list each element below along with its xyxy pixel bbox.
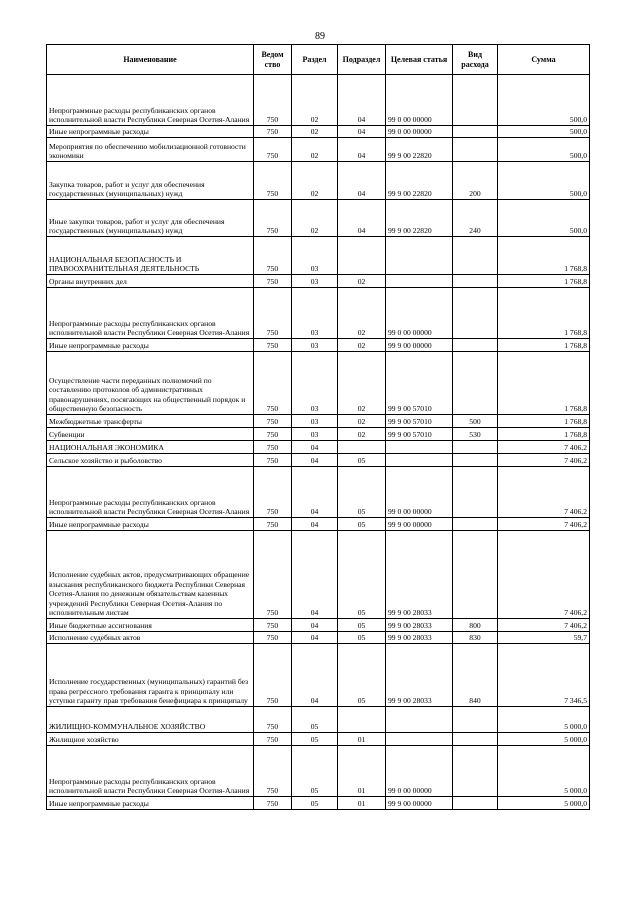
cell-kind — [453, 531, 498, 619]
cell-subsection — [338, 237, 386, 275]
cell-target: 99 9 00 28033 — [386, 619, 453, 632]
cell-dept: 750 — [254, 467, 292, 518]
cell-sum: 1 768,8 — [498, 237, 590, 275]
cell-name: ЖИЛИЩНО-КОММУНАЛЬНОЕ ХОЗЯЙСТВО — [47, 707, 254, 733]
table-row — [47, 237, 590, 275]
cell-section: 02 — [292, 75, 338, 126]
cell-kind — [453, 467, 498, 518]
table-row — [47, 797, 590, 810]
cell-name: Осуществление части переданных полномочий по составлению протоколов об административных правонарушениях, посягающих на общественный порядок и общественную безопасность — [47, 352, 254, 415]
cell-kind: 500 — [453, 415, 498, 428]
cell-dept: 750 — [254, 797, 292, 810]
table-row — [47, 746, 590, 797]
cell-dept: 750 — [254, 518, 292, 531]
cell-dept: 750 — [254, 746, 292, 797]
cell-kind: 240 — [453, 200, 498, 237]
cell-sum: 7 406,2 — [498, 518, 590, 531]
cell-name: Межбюджетные трансферты — [47, 415, 254, 428]
header-section: Раздел — [292, 45, 338, 75]
cell-subsection: 05 — [338, 644, 386, 707]
cell-section: 05 — [292, 707, 338, 733]
table-row — [47, 138, 590, 162]
cell-section: 05 — [292, 746, 338, 797]
cell-dept: 750 — [254, 288, 292, 339]
cell-dept: 750 — [254, 275, 292, 288]
cell-subsection: 02 — [338, 352, 386, 415]
cell-kind — [453, 237, 498, 275]
cell-dept: 750 — [254, 162, 292, 200]
cell-dept: 750 — [254, 707, 292, 733]
cell-name: Иные бюджетные ассигнования — [47, 619, 254, 632]
cell-name: Непрограммные расходы республиканских органов исполнительной власти Республики Северная Осетия-Алания — [47, 746, 254, 797]
cell-subsection: 01 — [338, 733, 386, 746]
cell-subsection — [338, 707, 386, 733]
table-body — [47, 75, 590, 810]
cell-name: Закупка товаров, работ и услуг для обеспечения государственных (муниципальных) нужд — [47, 162, 254, 200]
cell-sum: 5 000,0 — [498, 707, 590, 733]
cell-kind — [453, 746, 498, 797]
cell-dept: 750 — [254, 339, 292, 352]
cell-sum: 1 768,8 — [498, 288, 590, 339]
table-row — [47, 288, 590, 339]
cell-sum: 1 768,8 — [498, 275, 590, 288]
cell-name: НАЦИОНАЛЬНАЯ ЭКОНОМИКА — [47, 441, 254, 454]
table-row — [47, 441, 590, 454]
table-row — [47, 467, 590, 518]
cell-section: 04 — [292, 531, 338, 619]
header-kind: Вид расхода — [453, 45, 498, 75]
cell-subsection: 05 — [338, 619, 386, 632]
cell-dept: 750 — [254, 619, 292, 632]
cell-sum: 1 768,8 — [498, 428, 590, 441]
cell-target: 99 9 00 28033 — [386, 531, 453, 619]
cell-target — [386, 275, 453, 288]
cell-subsection: 04 — [338, 75, 386, 126]
cell-dept: 750 — [254, 531, 292, 619]
cell-section: 03 — [292, 275, 338, 288]
cell-kind — [453, 138, 498, 162]
cell-target: 99 9 00 00000 — [386, 518, 453, 531]
cell-target: 99 9 00 28033 — [386, 644, 453, 707]
cell-target: 99 9 00 57010 — [386, 352, 453, 415]
cell-sum: 5 000,0 — [498, 733, 590, 746]
cell-name: Иные непрограммные расходы — [47, 797, 254, 810]
cell-target — [386, 454, 453, 467]
cell-target: 99 9 00 00000 — [386, 797, 453, 810]
table-row — [47, 644, 590, 707]
table-row — [47, 428, 590, 441]
cell-target: 99 9 00 00000 — [386, 339, 453, 352]
cell-section: 03 — [292, 428, 338, 441]
cell-section: 04 — [292, 644, 338, 707]
cell-name: Субвенции — [47, 428, 254, 441]
cell-name: Исполнение государственных (муниципальных) гарантий без права регрессного требования гаранта к принципалу или уступки гаранту прав требования бенефициара к принципалу — [47, 644, 254, 707]
cell-section: 03 — [292, 288, 338, 339]
cell-sum: 7 406,2 — [498, 467, 590, 518]
cell-section: 04 — [292, 619, 338, 632]
cell-subsection: 01 — [338, 746, 386, 797]
cell-sum: 7 406,2 — [498, 619, 590, 632]
page-number: 89 — [315, 31, 325, 42]
cell-kind: 840 — [453, 644, 498, 707]
cell-name: Сельское хозяйство и рыболовство — [47, 454, 254, 467]
table-row — [47, 352, 590, 415]
table-header — [47, 45, 590, 75]
cell-kind — [453, 352, 498, 415]
cell-sum: 500,0 — [498, 126, 590, 138]
cell-name: Непрограммные расходы республиканских органов исполнительной власти Республики Северная Осетия-Алания — [47, 467, 254, 518]
cell-name: Исполнение судебных актов — [47, 632, 254, 644]
cell-dept: 750 — [254, 138, 292, 162]
cell-subsection: 05 — [338, 632, 386, 644]
cell-section: 04 — [292, 518, 338, 531]
cell-section: 03 — [292, 339, 338, 352]
cell-target: 99 9 00 22820 — [386, 138, 453, 162]
cell-target — [386, 237, 453, 275]
cell-kind — [453, 288, 498, 339]
table-row — [47, 126, 590, 138]
cell-dept: 750 — [254, 352, 292, 415]
header-row — [47, 45, 590, 75]
cell-target — [386, 707, 453, 733]
cell-target — [386, 441, 453, 454]
cell-sum: 5 000,0 — [498, 797, 590, 810]
cell-sum: 7 406,2 — [498, 531, 590, 619]
table-row — [47, 707, 590, 733]
cell-section: 05 — [292, 733, 338, 746]
cell-target: 99 0 00 00000 — [386, 467, 453, 518]
budget-table — [46, 44, 590, 810]
cell-dept: 750 — [254, 75, 292, 126]
cell-sum: 7 406,2 — [498, 441, 590, 454]
cell-name: Органы внутренних дел — [47, 275, 254, 288]
cell-subsection: 02 — [338, 339, 386, 352]
cell-sum: 7 406,2 — [498, 454, 590, 467]
table-row — [47, 339, 590, 352]
cell-kind — [453, 707, 498, 733]
cell-target: 99 9 00 57010 — [386, 415, 453, 428]
cell-subsection: 02 — [338, 428, 386, 441]
cell-target: 99 0 00 00000 — [386, 75, 453, 126]
table-row — [47, 415, 590, 428]
cell-name: Непрограммные расходы республиканских органов исполнительной власти Республики Северная Осетия-Алания — [47, 288, 254, 339]
cell-sum: 1 768,8 — [498, 415, 590, 428]
header-target: Целевая статья — [386, 45, 453, 75]
table-row — [47, 275, 590, 288]
cell-kind — [453, 733, 498, 746]
cell-target: 99 9 00 22820 — [386, 162, 453, 200]
cell-kind — [453, 275, 498, 288]
cell-section: 04 — [292, 632, 338, 644]
cell-section: 04 — [292, 467, 338, 518]
cell-dept: 750 — [254, 237, 292, 275]
cell-name: Исполнение судебных актов, предусматривающих обращение взыскания республиканского бюджета Республики Северная Осетия-Алания по денежным обязательствам казенных учреждений Республики Северная Осетия-Алания по исполнительным листам — [47, 531, 254, 619]
table-row — [47, 619, 590, 632]
table-row — [47, 531, 590, 619]
cell-dept: 750 — [254, 126, 292, 138]
cell-subsection: 05 — [338, 518, 386, 531]
cell-subsection: 01 — [338, 797, 386, 810]
cell-subsection: 02 — [338, 415, 386, 428]
cell-kind — [453, 339, 498, 352]
cell-kind: 200 — [453, 162, 498, 200]
cell-name: Жилищное хозяйство — [47, 733, 254, 746]
cell-dept: 750 — [254, 632, 292, 644]
cell-sum: 7 346,5 — [498, 644, 590, 707]
header-dept: Ведом ство — [254, 45, 292, 75]
cell-section: 04 — [292, 454, 338, 467]
cell-target: 99 9 00 28033 — [386, 632, 453, 644]
cell-name: Непрограммные расходы республиканских органов исполнительной власти Республики Северная Осетия-Алания — [47, 75, 254, 126]
cell-name: Мероприятия по обеспечению мобилизационной готовности экономики — [47, 138, 254, 162]
cell-sum: 500,0 — [498, 75, 590, 126]
cell-dept: 750 — [254, 454, 292, 467]
cell-sum: 500,0 — [498, 138, 590, 162]
cell-section: 03 — [292, 415, 338, 428]
cell-name: Иные закупки товаров, работ и услуг для обеспечения государственных (муниципальных) нужд — [47, 200, 254, 237]
cell-target: 99 0 00 00000 — [386, 746, 453, 797]
cell-target: 99 0 00 00000 — [386, 288, 453, 339]
cell-kind: 830 — [453, 632, 498, 644]
table-row — [47, 518, 590, 531]
cell-section: 02 — [292, 200, 338, 237]
cell-target: 99 9 00 22820 — [386, 200, 453, 237]
cell-kind: 800 — [453, 619, 498, 632]
cell-subsection: 04 — [338, 126, 386, 138]
cell-subsection: 04 — [338, 162, 386, 200]
table-row — [47, 200, 590, 237]
table-row — [47, 162, 590, 200]
cell-name: НАЦИОНАЛЬНАЯ БЕЗОПАСНОСТЬ И ПРАВООХРАНИТЕЛЬНАЯ ДЕЯТЕЛЬНОСТЬ — [47, 237, 254, 275]
table-row — [47, 632, 590, 644]
cell-section: 03 — [292, 237, 338, 275]
table-row — [47, 733, 590, 746]
cell-kind — [453, 75, 498, 126]
cell-kind — [453, 126, 498, 138]
cell-sum: 500,0 — [498, 162, 590, 200]
cell-dept: 750 — [254, 644, 292, 707]
cell-subsection: 02 — [338, 275, 386, 288]
cell-dept: 750 — [254, 428, 292, 441]
cell-section: 02 — [292, 126, 338, 138]
cell-name: Иные непрограммные расходы — [47, 126, 254, 138]
cell-target: 99 0 00 00000 — [386, 126, 453, 138]
cell-kind: 530 — [453, 428, 498, 441]
cell-subsection: 05 — [338, 531, 386, 619]
cell-dept: 750 — [254, 200, 292, 237]
cell-section: 02 — [292, 138, 338, 162]
cell-sum: 5 000,0 — [498, 746, 590, 797]
cell-name: Иные непрограммные расходы — [47, 518, 254, 531]
cell-sum: 500,0 — [498, 200, 590, 237]
table-row — [47, 75, 590, 126]
cell-section: 05 — [292, 797, 338, 810]
cell-kind — [453, 518, 498, 531]
cell-subsection: 04 — [338, 138, 386, 162]
cell-kind — [453, 797, 498, 810]
cell-sum: 1 768,8 — [498, 339, 590, 352]
cell-subsection — [338, 441, 386, 454]
table-row — [47, 454, 590, 467]
cell-dept: 750 — [254, 441, 292, 454]
cell-dept: 750 — [254, 415, 292, 428]
cell-name: Иные непрограммные расходы — [47, 339, 254, 352]
cell-kind — [453, 441, 498, 454]
cell-kind — [453, 454, 498, 467]
cell-subsection: 05 — [338, 454, 386, 467]
cell-section: 03 — [292, 352, 338, 415]
cell-sum: 59,7 — [498, 632, 590, 644]
cell-dept: 750 — [254, 733, 292, 746]
cell-target — [386, 733, 453, 746]
cell-sum: 1 768,8 — [498, 352, 590, 415]
cell-subsection: 04 — [338, 200, 386, 237]
cell-section: 04 — [292, 441, 338, 454]
cell-section: 02 — [292, 162, 338, 200]
header-name: Наименование — [47, 45, 254, 75]
cell-subsection: 05 — [338, 467, 386, 518]
header-sum: Сумма — [498, 45, 590, 75]
cell-target: 99 9 00 57010 — [386, 428, 453, 441]
cell-subsection: 02 — [338, 288, 386, 339]
header-subsection: Подраздел — [338, 45, 386, 75]
